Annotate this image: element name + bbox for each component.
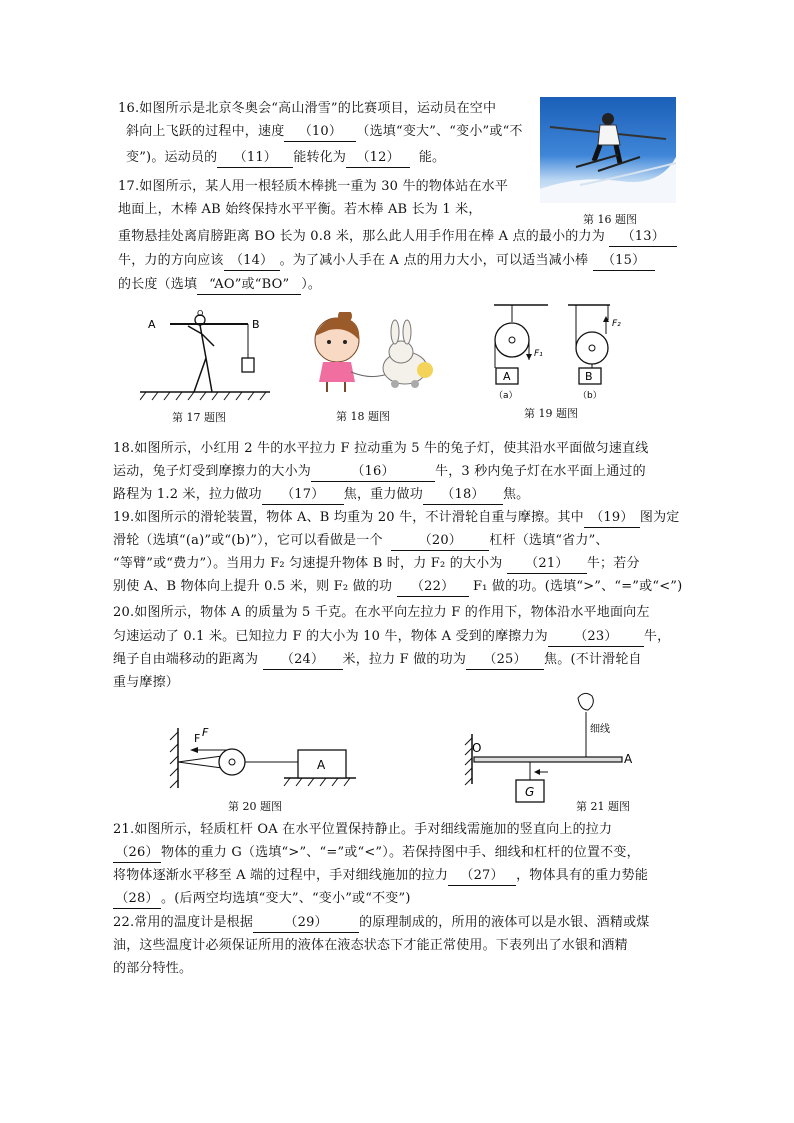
blank-29: （29） xyxy=(253,914,359,933)
blank-25: （25） xyxy=(466,651,544,670)
q16-caption: 第 16 题图 xyxy=(583,213,637,226)
q17-line-2: 地面上，木棒 AB 始终保持水平平衡。若木棒 AB 长为 1 米， xyxy=(118,202,482,217)
fig18-diagram xyxy=(305,312,435,394)
q17-line-4: 牛，力的方向应该 （14） 。为了减小人手在 A 点的用力大小，可以适当减小棒 （15） xyxy=(118,250,655,272)
fig20-label-a: A xyxy=(317,758,326,772)
q19-caption: 第 19 题图 xyxy=(524,407,578,420)
q16-line-2: 斜向上飞跃的过程中，速度 （10） （选填“变大”、“变小”或“不 xyxy=(126,121,523,143)
blank-12: （12） xyxy=(346,149,410,168)
q21-line-4: （28） 。(后两空均选填“变大”、“变小”或“不变”) xyxy=(113,888,411,910)
fig21-label-o: O xyxy=(472,741,482,755)
q21-line-3: 将物体逐渐水平移至 A 端的过程中，手对细线施加的拉力 （27） ，物体具有的重力势能 xyxy=(113,865,648,887)
q18-line-3: 路程为 1.2 米，拉力做功 （17） 焦，重力做功 （18） 焦。 xyxy=(113,484,529,506)
q22-line-3: 的部分特性。 xyxy=(113,961,193,976)
blank-15: （15） xyxy=(593,252,655,271)
q21-line-1: 21.如图所示，轻质杠杆 OA 在水平位置保持静止。手对细线需施加的竖直向上的拉力 xyxy=(113,822,613,837)
q19-line-3: “等臂”或“费力”）。当用力 F₂ 匀速提升物体 B 时，力 F₂ 的大小为 （21） 牛；若分 xyxy=(113,553,640,575)
q16-line-1: 16.如图所示是北京冬奥会“高山滑雪”的比赛项目，运动员在空中 xyxy=(118,101,497,116)
q17-choice-underline: “AO”或“BO” xyxy=(197,276,301,295)
blank-26: （26） xyxy=(113,844,161,863)
blank-22: （22） xyxy=(397,578,469,597)
fig20-label-f-italic: F xyxy=(202,726,209,739)
skier-photo xyxy=(540,97,676,203)
blank-20: （20） xyxy=(391,532,489,551)
fig21-label-thread: 细线 xyxy=(590,724,610,735)
fig21-diagram xyxy=(462,690,642,808)
fig19-caption-a: （a） xyxy=(494,391,518,401)
fig19-label-f2: F₂ xyxy=(612,319,621,329)
blank-14: （14） xyxy=(224,252,280,271)
fig19-caption-b: （b） xyxy=(578,391,602,401)
fig20-label-f: F xyxy=(194,732,201,745)
q17-caption: 第 17 题图 xyxy=(172,411,226,424)
q19-line-4: 别使 A、B 物体向上提升 0.5 米，则 F₂ 做的功 （22） F₁ 做的功。(选填“>”、“=”或“<”) xyxy=(113,576,682,598)
blank-21: （21） xyxy=(507,555,587,574)
q20-line-2: 匀速运动了 0.1 米。已知拉力 F 的大小为 10 牛，物体 A 受到的摩擦力为 （23） 牛， xyxy=(113,626,670,648)
q22-line-2: 油，这些温度计必须保证所用的液体在液态状态下才能正常使用。下表列出了水银和酒精 xyxy=(113,938,628,953)
fig19-label-b: B xyxy=(585,370,593,383)
blank-19: （19） xyxy=(584,509,640,528)
q22-line-1: 22.常用的温度计是根据 （29） 的原理制成的，所用的液体可以是水银、酒精或煤 xyxy=(113,912,649,934)
q19-line-2: 滑轮（选填“(a)”或“(b)”），它可以看做是一个 （20） 杠杆（选填“省力”、 xyxy=(113,530,609,552)
blank-23: （23） xyxy=(548,628,644,647)
fig20-diagram xyxy=(166,718,356,792)
blank-24: （24） xyxy=(263,651,343,670)
fig17-label-a: A xyxy=(148,318,156,331)
q21-line-2: （26） 物体的重力 G（选填“>”、“=”或“<”）。若保持图中手、细线和杠杆的位置不变， xyxy=(113,842,640,864)
q17-line-3: 重物悬挂处离肩膀距离 BO 长为 0.8 米，那么此人用手作用在棒 A 点的最小的力为 （13） xyxy=(118,226,677,248)
q21-caption: 第 21 题图 xyxy=(576,800,630,813)
fig17-label-b: B xyxy=(252,318,260,331)
fig21-label-a: A xyxy=(624,752,633,766)
fig19-label-f1: F₁ xyxy=(534,349,543,359)
q20-line-3: 绳子自由端移动的距离为 （24） 米，拉力 F 做的功为 （25） 焦。(不计滑轮自 xyxy=(113,649,642,671)
blank-17: （17） xyxy=(262,486,344,505)
q18-line-1: 18.如图所示，小红用 2 牛的水平拉力 F 拉动重为 5 牛的兔子灯，使其沿水平面做匀速直线 xyxy=(113,441,649,456)
fig21-label-g: G xyxy=(525,785,535,799)
q18-line-2: 运动，兔子灯受到摩擦力的大小为 （16） 牛，3 秒内兔子灯在水平面上通过的 xyxy=(113,461,646,483)
blank-11: （11） xyxy=(217,149,293,168)
fig19-label-a: A xyxy=(503,370,511,383)
q20-caption: 第 20 题图 xyxy=(228,800,282,813)
q16-line-3: 变”)。运动员的 （11） 能转化为 （12） 能。 xyxy=(126,147,445,169)
blank-28: （28） xyxy=(113,890,161,909)
q17-line-1: 17.如图所示，某人用一根轻质木棒挑一重为 30 牛的物体站在水平 xyxy=(118,179,509,194)
blank-16: （16） xyxy=(311,463,435,482)
fig17-diagram xyxy=(140,306,280,404)
q17-line-5: 的长度（选填 “AO”或“BO” ）。 xyxy=(118,274,321,296)
blank-18: （18） xyxy=(423,486,503,505)
q19-line-1: 19.如图所示的滑轮装置，物体 A、B 均重为 20 牛，不计滑轮自重与摩擦。其中 （19） 图为定 xyxy=(113,507,680,529)
fig19-diagram xyxy=(488,302,628,402)
q20-line-1: 20.如图所示，物体 A 的质量为 5 千克。在水平向左拉力 F 的作用下，物体沿水平地面向左 xyxy=(113,605,650,620)
fig17-label-o: O xyxy=(197,309,204,318)
q20-line-4: 重与摩擦） xyxy=(113,675,180,690)
blank-27: （27） xyxy=(448,867,516,886)
q18-caption: 第 18 题图 xyxy=(336,410,390,423)
blank-13: （13） xyxy=(609,228,677,247)
blank-10: （10） xyxy=(284,123,356,142)
